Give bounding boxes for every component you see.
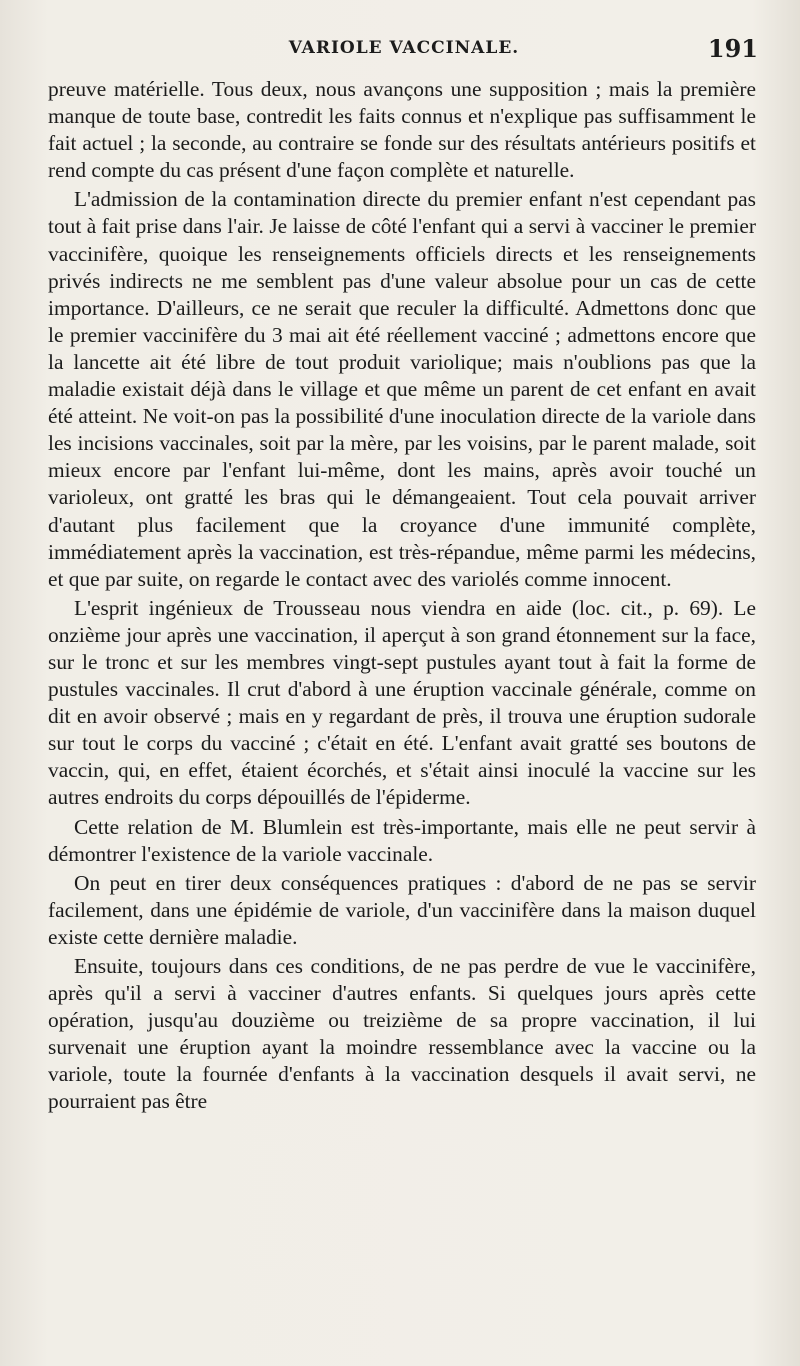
paragraph-continuation: preuve matérielle. Tous deux, nous avançons une supposition ; mais la première manque de toute base, contredit les faits connus et n'explique pas suffisamment le fait actuel ; la seconde, au contraire se fonde sur des résultats antérieurs positifs et rend compte du cas présent d'une façon complète et naturelle.: [48, 77, 756, 183]
paragraph-trousseau: L'esprit ingénieux de Trousseau nous viendra en aide (loc. cit., p. 69). Le onzième jour après une vaccination, il aperçut à son grand étonnement sur la face, sur le tronc et sur les membres vingt-sept pustules ayant tout à fait la forme de pustules vaccinales. Il crut d'abord à une éruption vaccinale générale, comme on dit en avoir observé ; mais en y regardant de près, il trouva une éruption sudorale sur tout le corps du vacciné ; c'était en été. L'enfant avait gratté ses boutons de vaccin, qui, en effet, étaient écorchés, et s'était ainsi inoculé la vaccine sur les autres endroits du corps dépouillés de l'épiderme.: [48, 595, 756, 810]
page-number: 191: [707, 34, 758, 63]
body-text: [48, 76, 756, 1116]
paragraph-blumlein: Cette relation de M. Blumlein est très-importante, mais elle ne peut servir à démontrer l'existence de la variole vaccinale.: [48, 814, 756, 866]
paragraph-ensuite: Ensuite, toujours dans ces conditions, de ne pas perdre de vue le vaccinifère, après qu'il a servi à vacciner d'autres enfants. Si quelques jours après cette opération, jusqu'au douzième ou treizième de sa propre vaccination, il lui survenait une éruption ayant la moindre ressemblance avec la vaccine ou la variole, toute la fournée d'enfants à la vaccination desquels il avait servi, ne pourraient pas être: [48, 954, 756, 1114]
paragraph-contamination: L'admission de la contamination directe du premier enfant n'est cependant pas tout à fait prise dans l'air. Je laisse de côté l'enfant qui a servi à vacciner le premier vaccinifère, quoique les renseignements officiels directs et les renseignements privés indirects ne me semblent pas d'une valeur absolue pour un cas de cette importance. D'ailleurs, ce ne serait que reculer la difficulté. Admettons donc que le premier vaccinifère du 3 mai ait été réellement vacciné ; admettons encore que la lancette ait été libre de tout produit variolique; mais n'oublions pas que la maladie existait déjà dans le village et que même un parent de cet enfant en avait été atteint. Ne voit-on pas la possibilité d'une inoculation directe de la variole dans les incisions vaccinales, soit par la mère, par les voisins, par le parent malade, soit mieux encore par l'enfant lui-même, dont les mains, après avoir touché un varioleux, ont gratté les bras qui le démangeaient. Tout cela pouvait arriver d'autant plus facilement que la croyance d'une immunité complète, immédiatement après la vaccination, est très-répandue, même parmi les médecins, et que par suite, on regarde le contact avec des variolés comme innocent.: [48, 187, 756, 591]
paragraph-consequences: On peut en tirer deux conséquences pratiques : d'abord de ne pas se servir facilement, dans une épidémie de variole, d'un vaccinifère dans la maison duquel existe cette dernière maladie.: [48, 870, 756, 949]
running-title: VARIOLE VACCINALE.: [288, 38, 520, 58]
running-head: [48, 34, 760, 66]
